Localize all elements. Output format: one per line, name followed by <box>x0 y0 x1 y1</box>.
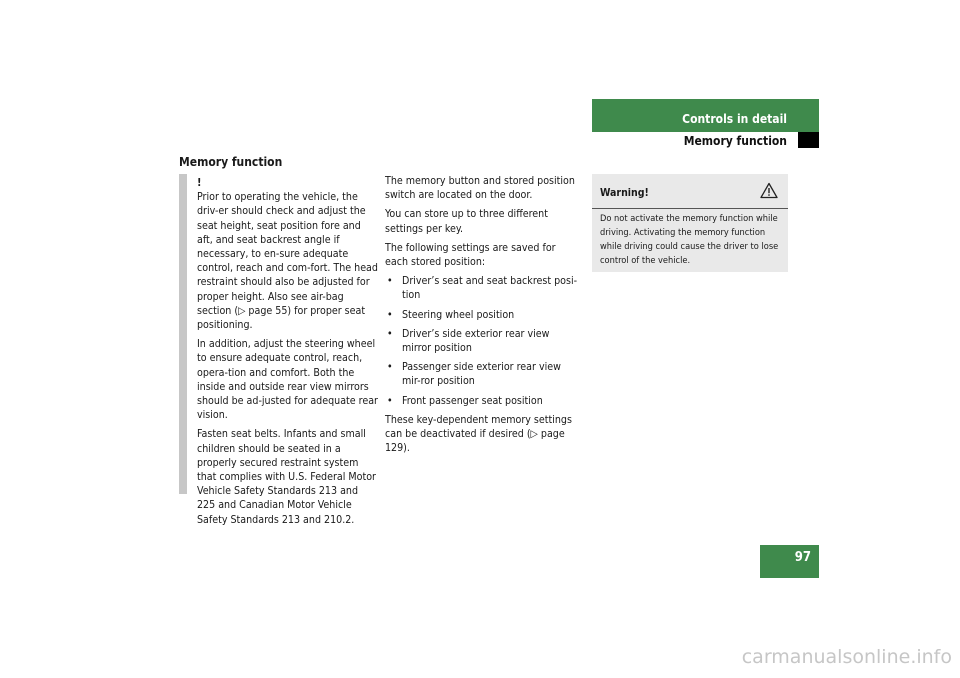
bullet: • <box>387 394 393 407</box>
bullet: • <box>387 327 393 340</box>
list-item-text: Driver’s seat and seat backrest posi-tion <box>402 275 578 302</box>
page-number-box <box>760 545 819 578</box>
notice-paragraph: In addition, adjust the steering wheel to ensure adequate control, reach, opera-tion and comfort. Both the inside and outside rear view mirrors should be ad-justed for adequate rear vision. <box>197 338 378 422</box>
warning-box <box>592 174 788 272</box>
chapter-title: Controls in detail <box>682 112 787 126</box>
warning-triangle-icon <box>760 182 778 203</box>
list-item <box>385 308 580 322</box>
list-item <box>385 394 580 408</box>
notice-symbol: ! <box>197 176 202 189</box>
body-paragraph: The following settings are saved for each stored position: <box>385 241 556 269</box>
body-paragraph: The memory button and stored position switch are located on the door. <box>385 175 575 202</box>
section-header: Memory function <box>683 134 787 148</box>
notice-body <box>197 176 379 532</box>
list-item-text: Steering wheel position <box>402 308 515 321</box>
body-paragraph: You can store up to three different settings per key. <box>385 208 548 235</box>
settings-list <box>385 274 580 408</box>
bullet: • <box>387 308 393 321</box>
list-item <box>385 360 580 388</box>
header-marker <box>798 132 819 148</box>
warning-title: Warning! <box>600 187 649 199</box>
list-item <box>385 274 580 302</box>
warning-text: Do not activate the memory function while driving. Activating the memory function while driving could cause the driver to lose control of the vehicle. <box>600 213 779 266</box>
list-item-text: Front passenger seat position <box>402 394 543 407</box>
watermark: carmanualsonline.info <box>741 646 952 668</box>
notice-box <box>179 174 379 526</box>
warning-header <box>592 174 788 209</box>
list-item-text: Driver’s side exterior rear view mirror position <box>402 327 550 355</box>
bullet: • <box>387 275 393 288</box>
notice-paragraph: Fasten seat belts. Infants and small children should be seated in a properly secured restraint system that complies with U.S. Federal Motor Vehicle Safety Standards 213 and 225 and Canadian Motor Vehicle Safety Standards 213 and 210.2. <box>197 428 376 526</box>
notice-paragraph: Prior to operating the vehicle, the driv-er should check and adjust the seat height, seat position fore and aft, and seat backrest angle if necessary, to en-sure adequate control, reach and com-fort. The head restraint should also be adjusted for proper height. Also see air-bag section (▷ page 55) for proper seat positioning. <box>197 191 378 332</box>
notice-bar <box>179 174 187 494</box>
list-item-text: Passenger side exterior rear view mir-ror position <box>402 361 561 388</box>
page-title: Memory function <box>179 155 283 169</box>
page-number: 97 <box>794 550 811 565</box>
bullet: • <box>387 361 393 374</box>
body-paragraph: These key-dependent memory settings can be deactivated if desired (▷ page 129). <box>385 413 572 455</box>
list-item <box>385 327 580 355</box>
main-text-column <box>385 174 580 460</box>
